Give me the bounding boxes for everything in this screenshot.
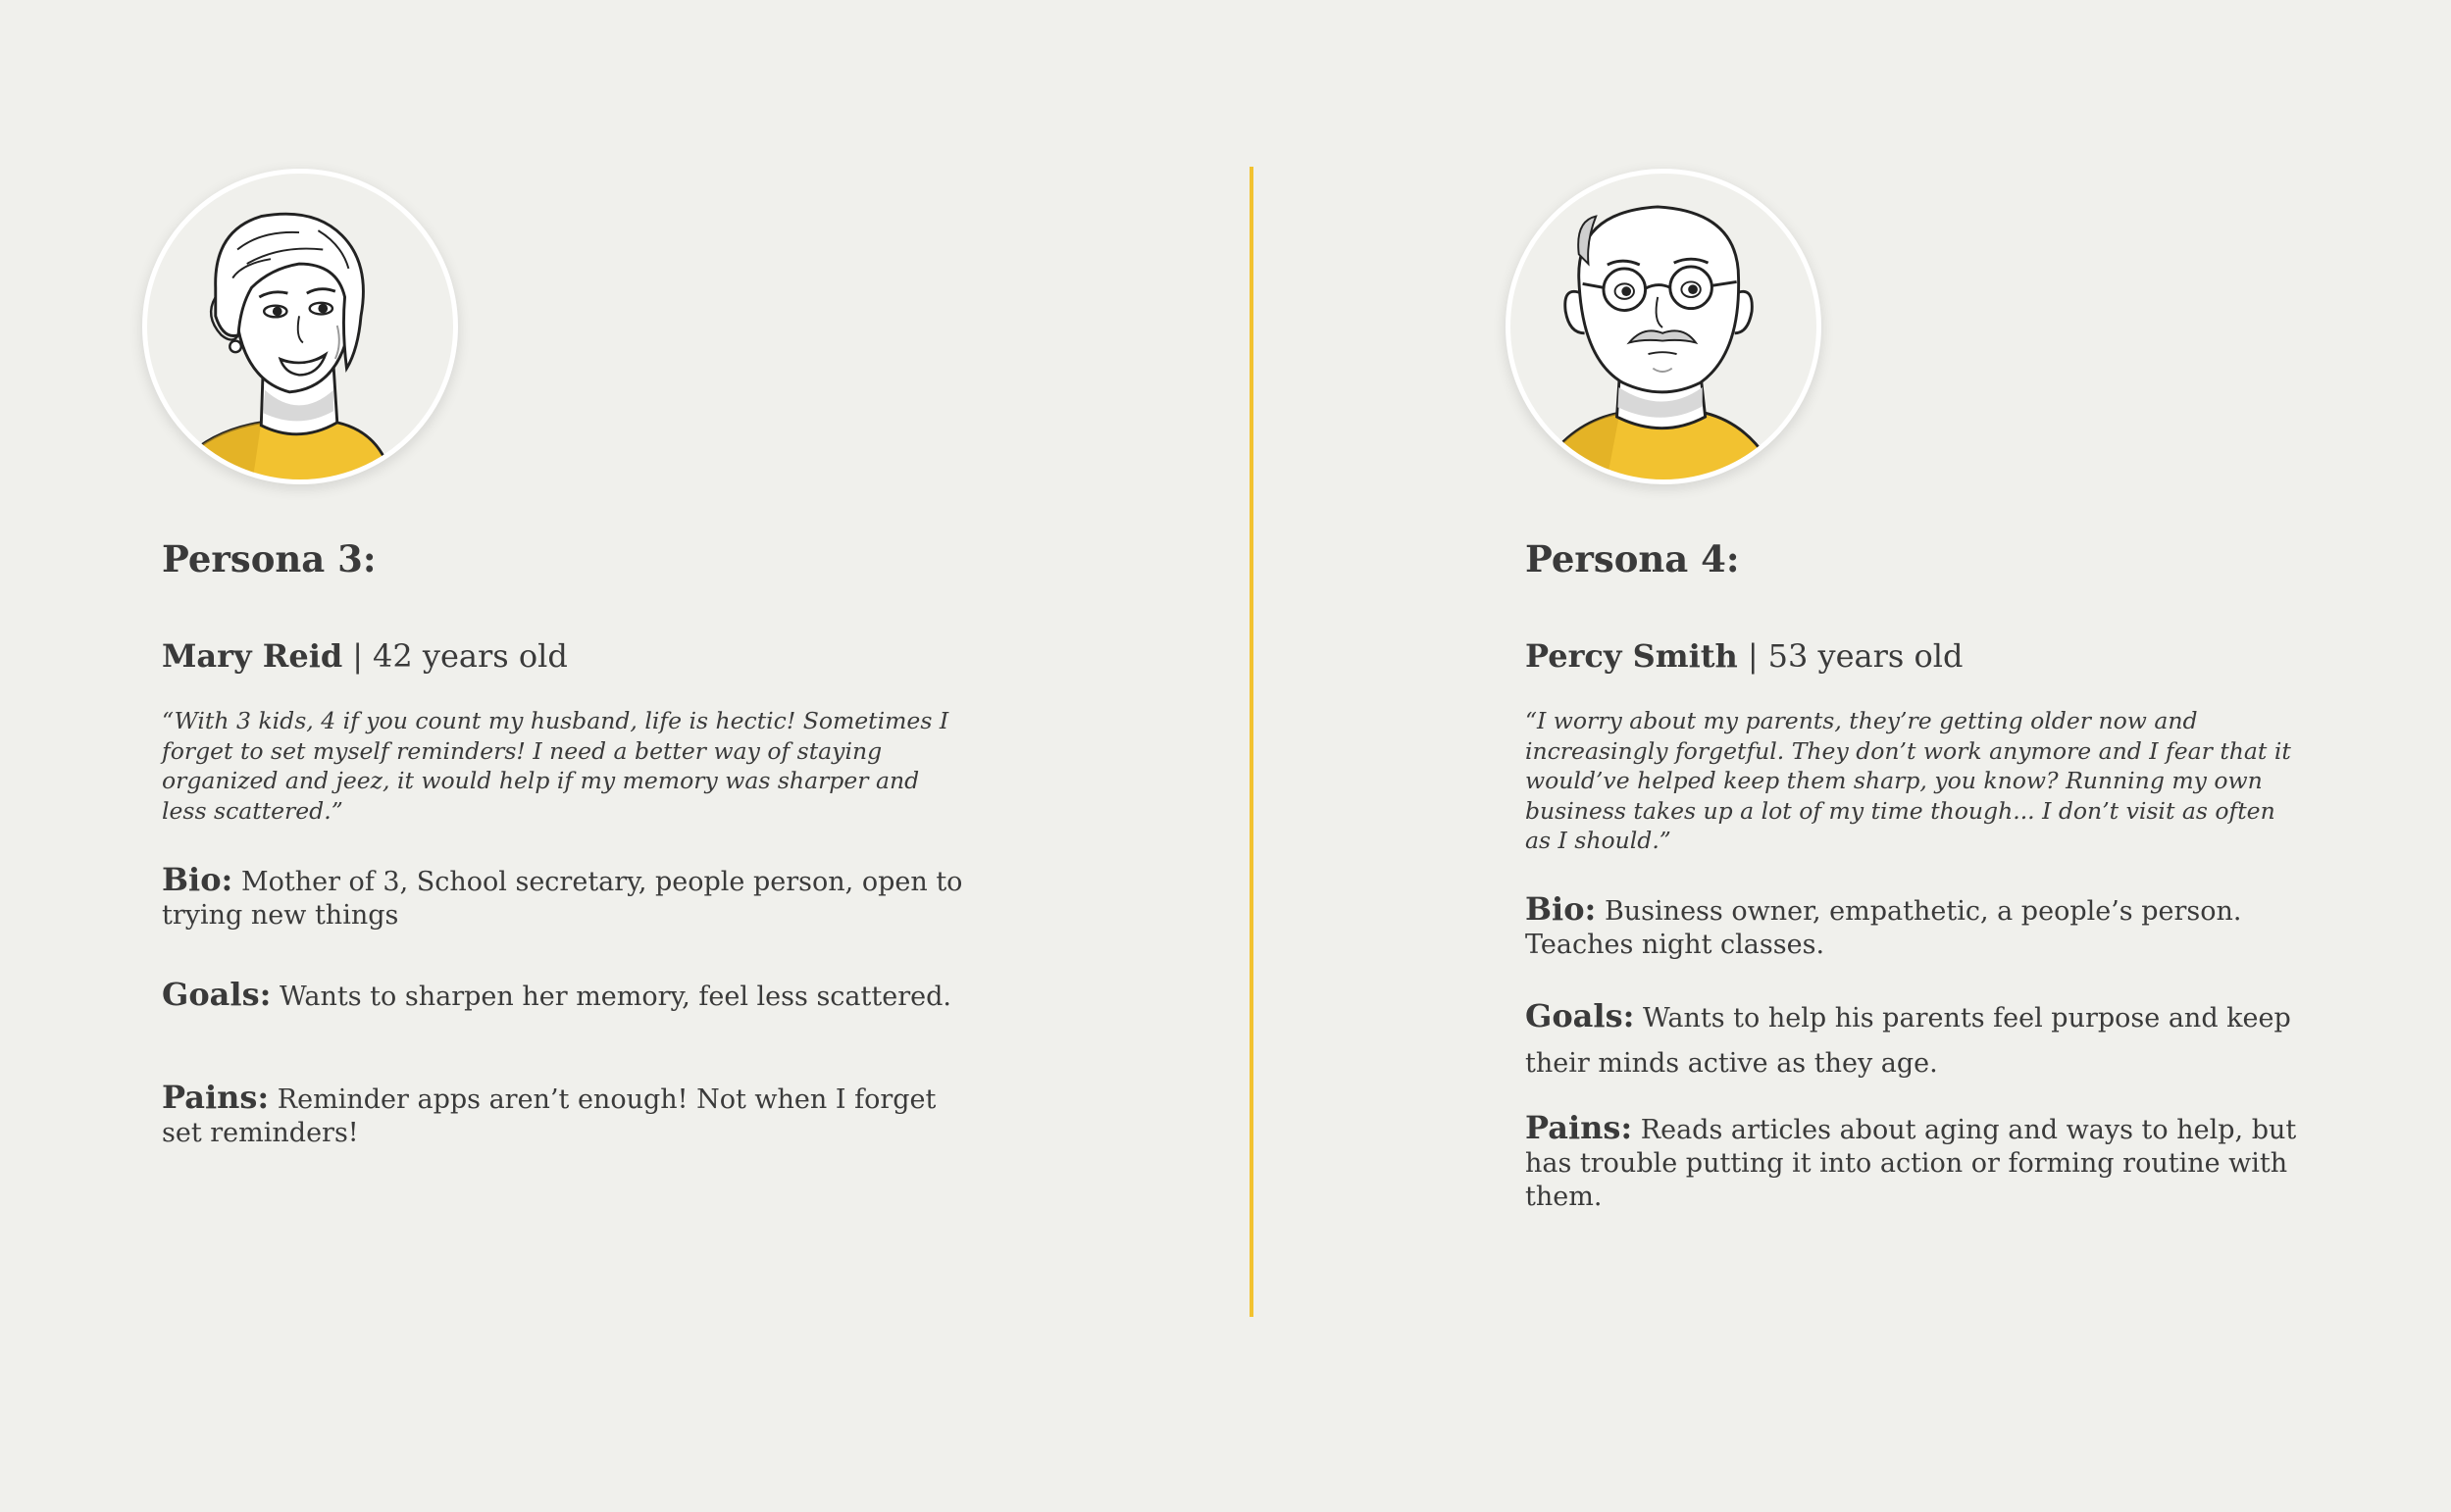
name-separator: | <box>352 637 364 675</box>
pains-text: Reminder apps aren’t enough! Not when I forget set reminders! <box>162 1084 937 1148</box>
pains-text: Reads articles about aging and ways to help, but has trouble putting it into action or forming routine with them. <box>1525 1115 2297 1212</box>
persona-name: Mary Reid <box>162 637 343 675</box>
name-age-line <box>162 637 568 675</box>
column-divider <box>1250 167 1253 1317</box>
goals-text: Wants to help his parents feel purpose and keep their minds active as they age. <box>1525 1003 2291 1079</box>
bio-text: Business owner, empathetic, a people’s person. Teaches night classes. <box>1525 896 2242 960</box>
name-separator: | <box>1747 637 1759 675</box>
goals-label: Goals: <box>1525 997 1635 1034</box>
bio-section <box>1525 892 2329 962</box>
persona-age: 53 years old <box>1767 637 1964 675</box>
persona-quote: “With 3 kids, 4 if you count my husband, life is hectic! Sometimes I forget to set myself reminders! I need a better way of staying organized and jeez, it would help if my memory was sharper and less scattered.” <box>162 707 949 825</box>
name-age-line <box>1525 637 1963 675</box>
persona-title: Persona 3: <box>162 537 377 580</box>
pains-section <box>162 1081 966 1150</box>
pains-section <box>1525 1111 2329 1214</box>
goals-section <box>1525 993 2329 1086</box>
avatar-mary <box>142 169 458 484</box>
persona-title: Persona 4: <box>1525 537 1740 580</box>
goals-label: Goals: <box>162 976 272 1013</box>
woman-portrait-icon <box>147 174 453 479</box>
bio-label: Bio: <box>162 861 233 898</box>
pains-label: Pains: <box>1525 1109 1633 1146</box>
persona-age: 42 years old <box>373 637 568 675</box>
bio-label: Bio: <box>1525 890 1597 928</box>
persona-name: Percy Smith <box>1525 637 1738 675</box>
man-portrait-icon <box>1510 174 1816 479</box>
bio-section <box>162 863 966 932</box>
pains-label: Pains: <box>162 1079 270 1116</box>
goals-text: Wants to sharpen her memory, feel less scattered. <box>279 982 951 1012</box>
persona-quote: “I worry about my parents, they’re getting older now and increasingly forgetful. They don’t work anymore and I fear that it would’ve helped keep them sharp, you know? Running my own business takes up a lot of my time though... I don’t visit as often as I should.” <box>1525 707 2291 854</box>
avatar-percy <box>1506 169 1821 484</box>
bio-text: Mother of 3, School secretary, people person, open to trying new things <box>162 867 963 931</box>
goals-section <box>162 978 966 1014</box>
